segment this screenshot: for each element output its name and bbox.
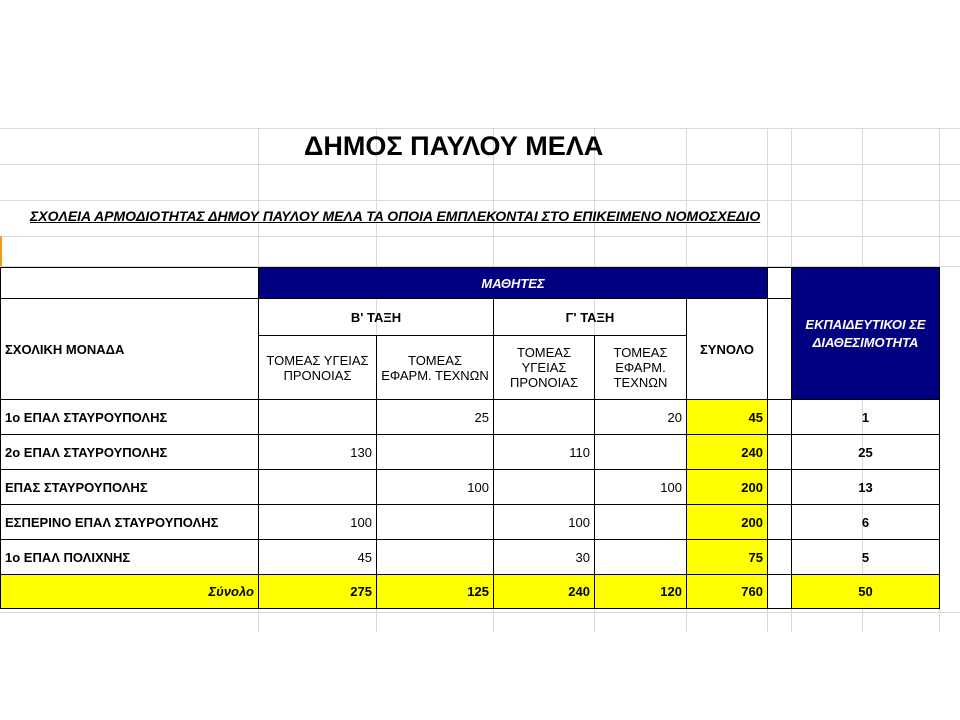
totals-c-health: 240: [494, 575, 595, 609]
row-total: 75: [687, 540, 768, 575]
c-health-value: 30: [494, 540, 595, 575]
c-tech-value: [595, 435, 687, 470]
spacer-cell: [768, 435, 792, 470]
school-name: 2ο ΕΠΑΛ ΣΤΑΥΡΟΥΠΟΛΗΣ: [1, 435, 259, 470]
grade-b-header: Β' ΤΑΞΗ: [259, 299, 494, 336]
b-health-value: [259, 470, 377, 505]
page-title: ΔΗΜΟΣ ΠΑΥΛΟΥ ΜΕΛΑ: [304, 131, 604, 161]
b-health-value: 100: [259, 505, 377, 540]
b-health-value: 130: [259, 435, 377, 470]
c-tech-value: 20: [595, 400, 687, 435]
totals-row: [1, 575, 940, 609]
header-empty-cell: [1, 268, 259, 299]
b-tech-value: 25: [377, 400, 494, 435]
students-header: ΜΑΘΗΤΕΣ: [259, 268, 768, 299]
spacer-cell: [768, 400, 792, 435]
table-row: [1, 470, 940, 505]
spacer-cell: [768, 299, 792, 400]
educators-value: 5: [792, 540, 940, 575]
c-tech-value: [595, 540, 687, 575]
c-health-header: ΤΟΜΕΑΣ ΥΓΕΙΑΣ ΠΡΟΝΟΙΑΣ: [494, 336, 595, 400]
school-name: 1ο ΕΠΑΛ ΣΤΑΥΡΟΥΠΟΛΗΣ: [1, 400, 259, 435]
c-tech-value: 100: [595, 470, 687, 505]
row-total: 45: [687, 400, 768, 435]
b-tech-header: ΤΟΜΕΑΣ ΕΦΑΡΜ. ΤΕΧΝΩΝ: [377, 336, 494, 400]
table-row: [1, 540, 940, 575]
row-total: 240: [687, 435, 768, 470]
spacer-cell: [768, 505, 792, 540]
school-name: ΕΠΑΣ ΣΤΑΥΡΟΥΠΟΛΗΣ: [1, 470, 259, 505]
b-tech-value: [377, 435, 494, 470]
b-tech-value: [377, 505, 494, 540]
b-health-value: 45: [259, 540, 377, 575]
school-name: 1ο ΕΠΑΛ ΠΟΛΙΧΝΗΣ: [1, 540, 259, 575]
totals-b-health: 275: [259, 575, 377, 609]
educators-header: ΕΚΠΑΙΔΕΥΤΙΚΟΙ ΣΕ ΔΙΑΘΕΣΙΜΟΤΗΤΑ: [792, 268, 940, 400]
b-health-value: [259, 400, 377, 435]
table-row: [1, 505, 940, 540]
spacer-cell: [768, 575, 792, 609]
row-total: 200: [687, 505, 768, 540]
c-tech-header: ΤΟΜΕΑΣ ΕΦΑΡΜ. ΤΕΧΝΩΝ: [595, 336, 687, 400]
c-health-value: 110: [494, 435, 595, 470]
page-subtitle: ΣΧΟΛΕΙΑ ΑΡΜΟΔΙΟΤΗΤΑΣ ΔΗΜΟΥ ΠΑΥΛΟΥ ΜΕΛΑ ΤΑ ΟΠΟΙΑ ΕΜΠΛΕΚΟΝΤΑΙ ΣΤΟ ΕΠΙΚΕΙΜΕΝΟ ΝΟΜΟΣΧΕΔΙΟ: [30, 208, 761, 224]
totals-b-tech: 125: [377, 575, 494, 609]
spacer-cell: [768, 540, 792, 575]
c-health-value: [494, 400, 595, 435]
educators-value: 1: [792, 400, 940, 435]
table-row: [1, 400, 940, 435]
grade-c-header: Γ' ΤΑΞΗ: [494, 299, 687, 336]
row-total: 200: [687, 470, 768, 505]
totals-c-tech: 120: [595, 575, 687, 609]
schools-table: [0, 267, 940, 609]
c-health-value: 100: [494, 505, 595, 540]
totals-educators: 50: [792, 575, 940, 609]
c-tech-value: [595, 505, 687, 540]
grand-total: 760: [687, 575, 768, 609]
educators-value: 6: [792, 505, 940, 540]
totals-label: Σύνολο: [1, 575, 259, 609]
b-health-header: ΤΟΜΕΑΣ ΥΓΕΙΑΣ ΠΡΟΝΟΙΑΣ: [259, 336, 377, 400]
c-health-value: [494, 470, 595, 505]
educators-value: 25: [792, 435, 940, 470]
total-column-header: ΣΥΝΟΛΟ: [687, 299, 768, 400]
header-spacer-cell: [768, 268, 792, 299]
educators-value: 13: [792, 470, 940, 505]
b-tech-value: 100: [377, 470, 494, 505]
school-name: ΕΣΠΕΡΙΝΟ ΕΠΑΛ ΣΤΑΥΡΟΥΠΟΛΗΣ: [1, 505, 259, 540]
table-row: [1, 435, 940, 470]
spacer-cell: [768, 470, 792, 505]
b-tech-value: [377, 540, 494, 575]
school-unit-header: ΣΧΟΛΙΚΗ ΜΟΝΑΔΑ: [1, 299, 259, 400]
